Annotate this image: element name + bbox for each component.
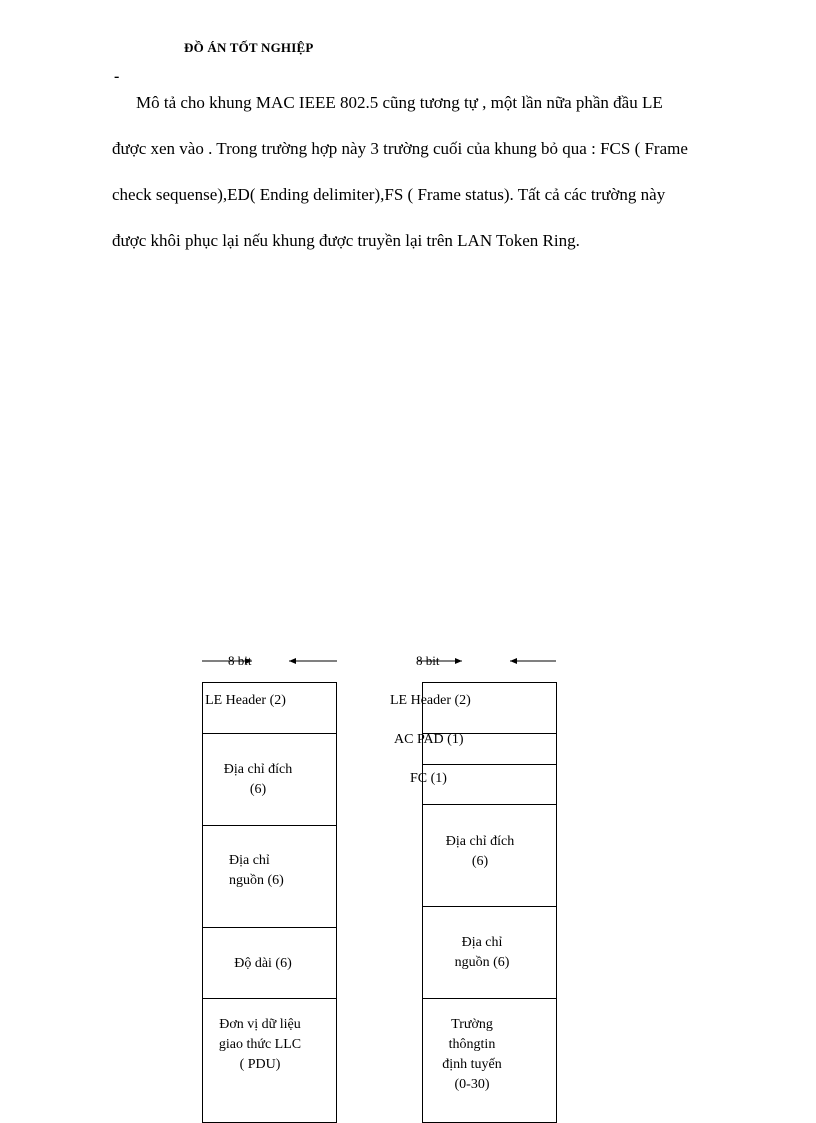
- left-field-src-address: Địa chỉ nguồn (6): [229, 853, 284, 888]
- right-field-src-address: Địa chỉ nguồn (6): [454, 935, 510, 970]
- right-bit-label: 8 bit: [416, 653, 440, 668]
- right-field-ac-pad: AC PAD (1): [394, 732, 464, 747]
- right-field-routing-info: Trường thôngtin định tuyến (0-30): [442, 1017, 502, 1092]
- left-field-dest-address: Địa chỉ đích (6): [223, 762, 293, 797]
- left-field-length: Độ dài (6): [234, 956, 292, 971]
- left-field-llc-pdu: Đơn vị dữ liệu giao thức LLC ( PDU): [218, 1017, 302, 1072]
- paragraph-line: check sequense),ED( Ending delimiter),FS ( Frame status). Tất cả các trường này: [112, 185, 666, 204]
- left-field-le-header: LE Header (2): [205, 693, 286, 708]
- right-field-dest-address: Địa chỉ đích (6): [445, 834, 515, 869]
- paragraph-line: được khôi phục lại nếu khung được truyền lại trên LAN Token Ring.: [112, 231, 580, 250]
- left-bit-label: 8 bit: [228, 653, 252, 668]
- right-field-fc: FC (1): [410, 771, 447, 786]
- right-field-le-header: LE Header (2): [390, 693, 471, 708]
- bullet-dash: -: [114, 68, 120, 85]
- document-header: ĐỒ ÁN TỐT NGHIỆP: [184, 40, 314, 55]
- paragraph-line: được xen vào . Trong trường hợp này 3 trường cuối của khung bỏ qua : FCS ( Frame: [112, 139, 688, 158]
- paragraph-line: Mô tả cho khung MAC IEEE 802.5 cũng tương tự , một lần nữa phần đầu LE: [136, 93, 663, 112]
